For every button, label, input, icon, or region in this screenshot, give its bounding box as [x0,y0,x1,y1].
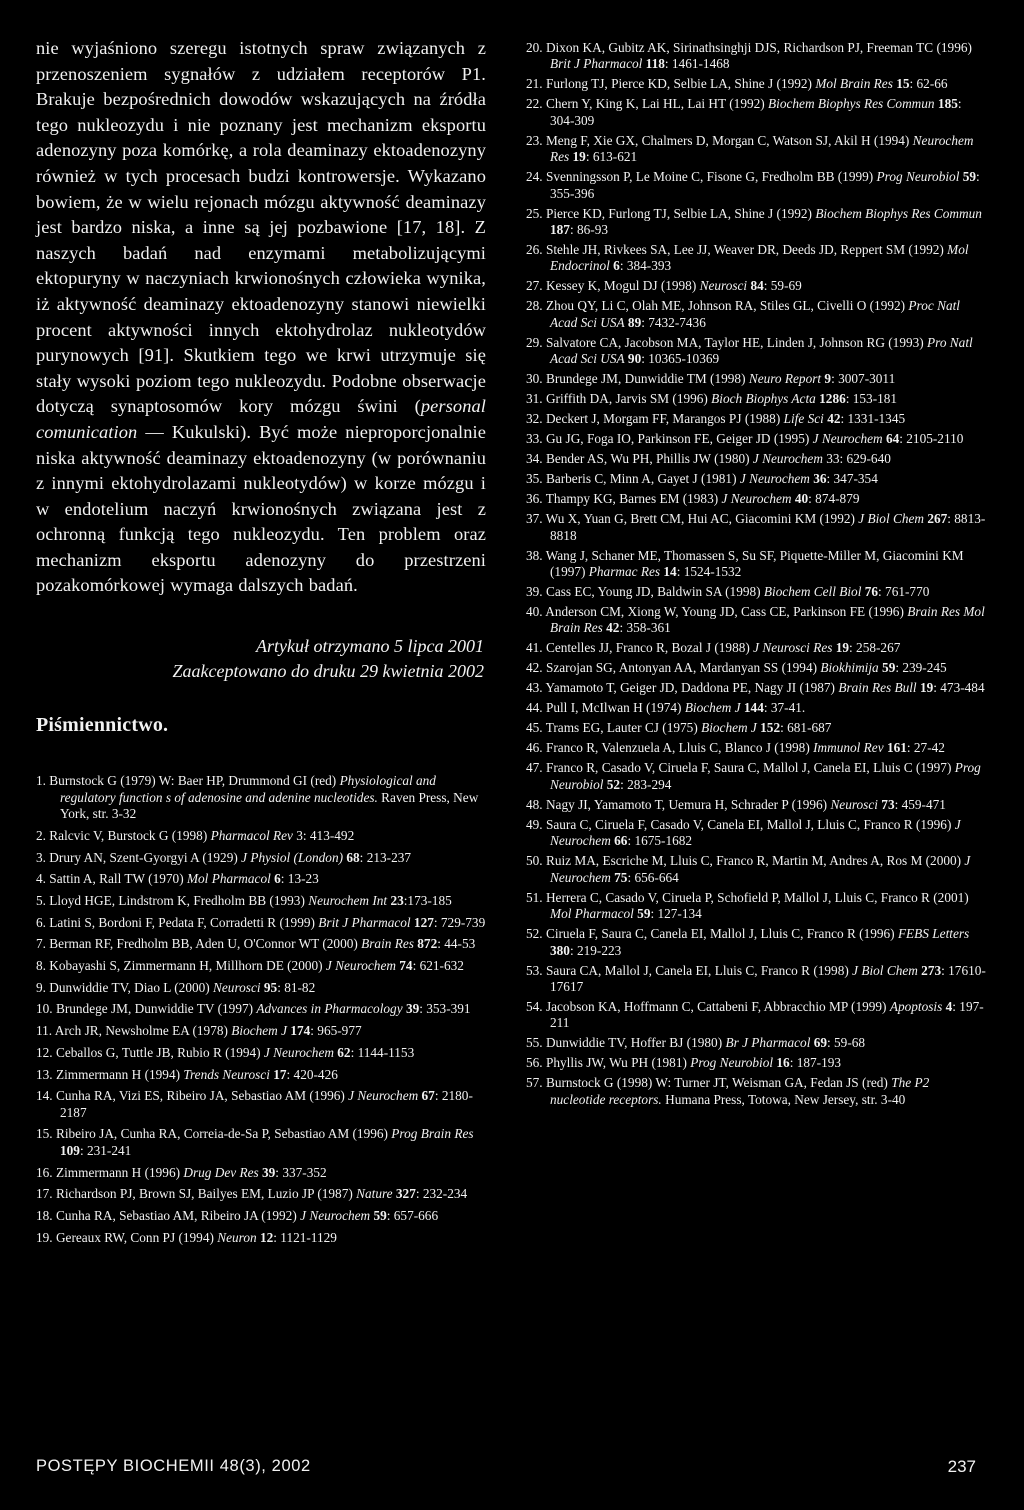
reference-item: 24. Svenningsson P, Le Moine C, Fisone G, Fredholm BB (1999) Prog Neurobiol 59: 355-396 [526,169,980,201]
reference-item: 28. Zhou QY, Li C, Olah ME, Johnson RA, Stiles GL, Civelli O (1992) Proc Natl Acad Sci USA 89: 7432-7436 [526,298,961,330]
reference-item: 1. Burnstock G (1979) W: Baer HP, Drummond GI (red) Physiological and regulatory function s of adenosine and adenine nucleotides. Raven Press, New York, str. 3-32 [36,773,479,822]
reference-item: 8. Kobayashi S, Zimmermann H, Millhorn DE (2000) J Neurochem 74: 621-632 [36,958,464,974]
reference-item: 23. Meng F, Xie GX, Chalmers D, Morgan C, Watson SJ, Akil H (1994) Neurochem Res 19: 613-621 [526,132,974,165]
references-heading: Piśmiennictwo. [36,714,169,737]
reference-item: 36. Thampy KG, Barnes EM (1983) J Neurochem 40: 874-879 [526,491,860,507]
reference-item: 27. Kessey K, Mogul DJ (1998) Neurosci 84: 59-69 [526,278,802,294]
reference-item: 21. Furlong TJ, Pierce KD, Selbie LA, Shine J (1992) Mol Brain Res 15: 62-66 [526,76,948,92]
reference-item: 6. Latini S, Bordoni F, Pedata F, Corradetti R (1999) Brit J Pharmacol 127: 729-739 [36,914,486,930]
reference-item: 35. Barberis C, Minn A, Gayet J (1981) J Neurochem 36: 347-354 [526,471,878,487]
reference-item: 34. Bender AS, Wu PH, Phillis JW (1980) J Neurochem 33: 629-640 [526,451,891,467]
reference-item: 9. Dunwiddie TV, Diao L (2000) Neurosci 95: 81-82 [36,979,316,995]
reference-item: 2. Ralcvic V, Burstock G (1998) Pharmacol Rev 3: 413-492 [36,827,355,843]
reference-item: 55. Dunwiddie TV, Hoffer BJ (1980) Br J Pharmacol 69: 59-68 [526,1035,866,1051]
right-column [526,40,986,1112]
article-dates [36,634,486,684]
body-paragraph: nie wyjaśniono szeregu istotnych spraw związanych z przenoszeniem sygnałów z udziałem receptorów P1. Brakuje bezpośrednich dowodów wskazujących na źródła tego nukleozydu i nie poznany jest mechanizm eksportu adenozyny poza komórkę, a rola deaminazy ektoadenozyny również w tych procesach budzi kontrowersje. Wykazano bowiem, że w wielu rejonach mózgu aktywność deaminazy jest bardzo niska, a inne są jej pozbawione [17, 18]. Z naszych badań nad enzymami metabolizującymi ektopuryny w naczyniach krwionośnych człowieka wynika, iż aktywność deaminazy ektoadenozyny stanowi niewielki procent aktywności innych ektohydrolaz nukleotydów purynowych [91]. Skutkiem tego we krwi utrzymuje się stały wysoki poziom tego nukleozydu. Podobne obserwacje dotyczą synaptosomów kory mózgu świni (personal comunication — Kukulski). Być może nieproporcjonalnie niska aktywność deaminazy ektoadenozyny (w porównaniu z innymi ektohydrolazami nukleotydów) w korze mózgu i w endotelium naczyń krwionośnych związana jest z ochronną funkcją tego nukleozydu. Ten problem oraz mechanizm eksportu adenozyny do przestrzeni pozakomórkowej wymaga dalszych badań. [36,38,486,596]
reference-item: 51. Herrera C, Casado V, Ciruela P, Schofield P, Mallol J, Lluis C, Franco R (2001) Mol Pharmacol 59: 127-134 [526,889,969,922]
reference-item: 40. Anderson CM, Xiong W, Young JD, Cass CE, Parkinson FE (1996) Brain Res Mol Brain Res 42: 358-361 [526,604,985,636]
reference-item: 54. Jacobson KA, Hoffmann C, Cattabeni F, Abbracchio MP (1999) Apoptosis 4: 197-211 [526,998,984,1031]
reference-item: 5. Lloyd HGE, Lindstrom K, Fredholm BB (1993) Neurochem Int 23:173-185 [36,893,452,908]
reference-item: 22. Chern Y, King K, Lai HL, Lai HT (1992) Biochem Biophys Res Commun 185: 304-309 [526,96,962,128]
page-number: 237 [947,1457,976,1476]
reference-item: 39. Cass EC, Young JD, Baldwin SA (1998) Biochem Cell Biol 76: 761-770 [526,584,930,600]
reference-item: 3. Drury AN, Szent-Gyorgyi A (1929) J Physiol (London) 68: 213-237 [36,849,412,865]
reference-item: 46. Franco R, Valenzuela A, Lluis C, Blanco J (1998) Immunol Rev 161: 27-42 [526,740,945,756]
reference-item: 26. Stehle JH, Rivkees SA, Lee JJ, Weaver DR, Deeds JD, Reppert SM (1992) Mol Endocrinol 6: 384-393 [526,242,969,274]
reference-item: 11. Arch JR, Newsholme EA (1978) Biochem J 174: 965-977 [36,1023,362,1039]
reference-item: 17. Richardson PJ, Brown SJ, Bailyes EM, Luzio JP (1987) Nature 327: 232-234 [36,1186,468,1202]
reference-item: 30. Brundege JM, Dunwiddie TM (1998) Neuro Report 9: 3007-3011 [526,371,896,387]
reference-item: 41. Centelles JJ, Franco R, Bozal J (1988) J Neurosci Res 19: 258-267 [526,640,901,656]
reference-item: 53. Saura CA, Mallol J, Canela EI, Lluis C, Franco R (1998) J Biol Chem 273: 17610-17617 [526,962,986,994]
reference-item: 57. Burnstock G (1998) W: Turner JT, Weisman GA, Fedan JS (red) The P2 nucleotide receptors. Humana Press, Totowa, New Jersey, str. 3-40 [526,1075,930,1107]
reference-item: 7. Berman RF, Fredholm BB, Aden U, O'Connor WT (2000) Brain Res 872: 44-53 [36,936,476,952]
reference-item: 25. Pierce KD, Furlong TJ, Selbie LA, Shine J (1992) Biochem Biophys Res Commun 187: 86-93 [526,205,982,238]
received-date: Artykuł otrzymano 5 lipca 2001 [256,636,484,657]
reference-item: 37. Wu X, Yuan G, Brett CM, Hui AC, Giacomini KM (1992) J Biol Chem 267: 8813-8818 [526,511,986,543]
reference-item: 29. Salvatore CA, Jacobson MA, Taylor HE, Linden J, Johnson RG (1993) Pro Natl Acad Sci USA 90: 10365-10369 [526,334,973,367]
reference-item: 16. Zimmermann H (1996) Drug Dev Res 39: 337-352 [36,1164,327,1180]
reference-item: 45. Trams EG, Lauter CJ (1975) Biochem J 152: 681-687 [526,720,832,736]
accepted-date: Zaakceptowano do druku 29 kwietnia 2002 [172,661,484,682]
reference-item: 33. Gu JG, Foga IO, Parkinson FE, Geiger JD (1995) J Neurochem 64: 2105-2110 [526,431,964,447]
left-column [36,36,486,1252]
reference-item: 48. Nagy JI, Yamamoto T, Uemura H, Schrader P (1996) Neurosci 73: 459-471 [526,796,946,812]
journal-footer: POSTĘPY BIOCHEMII 48(3), 2002 [36,1457,311,1475]
reference-item: 42. Szarojan SG, Antonyan AA, Mardanyan SS (1994) Biokhimija 59: 239-245 [526,660,947,676]
reference-item: 14. Cunha RA, Vizi ES, Ribeiro JA, Sebastiao AM (1996) J Neurochem 67: 2180-2187 [36,1088,473,1120]
reference-item: 18. Cunha RA, Sebastiao AM, Ribeiro JA (1992) J Neurochem 59: 657-666 [36,1208,439,1224]
reference-item: 32. Deckert J, Morgam FF, Marangos PJ (1988) Life Sci 42: 1331-1345 [526,411,906,427]
reference-item: 52. Ciruela F, Saura C, Canela EI, Mallol J, Lluis C, Franco R (1996) FEBS Letters 380: 219-223 [526,926,970,958]
reference-item: 12. Ceballos G, Tuttle JB, Rubio R (1994) J Neurochem 62: 1144-1153 [36,1044,415,1060]
reference-item: 38. Wang J, Schaner ME, Thomassen S, Su SF, Piquette-Miller M, Giacomini KM (1997) Pharmac Res 14: 1524-1532 [526,547,964,580]
reference-item: 44. Pull I, McIlwan H (1974) Biochem J 144: 37-41. [526,700,806,716]
reference-item: 10. Brundege JM, Dunwiddie TV (1997) Advances in Pharmacology 39: 353-391 [36,1001,471,1017]
reference-list-right [526,40,986,1108]
reference-item: 4. Sattin A, Rall TW (1970) Mol Pharmacol 6: 13-23 [36,871,319,887]
reference-item: 15. Ribeiro JA, Cunha RA, Correia-de-Sa P, Sebastiao AM (1996) Prog Brain Res 109: 231-241 [36,1126,474,1159]
reference-item: 31. Griffith DA, Jarvis SM (1996) Bioch Biophys Acta 1286: 153-181 [526,391,898,407]
reference-item: 20. Dixon KA, Gubitz AK, Sirinathsinghji DJS, Richardson PJ, Freeman TC (1996) Brit J Pharmacol 118: 1461-1468 [526,40,972,72]
reference-list-left [36,773,486,1246]
reference-item: 43. Yamamoto T, Geiger JD, Daddona PE, Nagy JI (1987) Brain Res Bull 19: 473-484 [526,680,985,696]
reference-item: 56. Phyllis JW, Wu PH (1981) Prog Neurobiol 16: 187-193 [526,1055,842,1071]
reference-item: 49. Saura C, Ciruela F, Casado V, Canela EI, Mallol J, Lluis C, Franco R (1996) J Neurochem 66: 1675-1682 [526,816,961,849]
reference-item: 13. Zimmermann H (1994) Trends Neurosci 17: 420-426 [36,1066,338,1082]
reference-item: 47. Franco R, Casado V, Ciruela F, Saura C, Mallol J, Canela EI, Lluis C (1997) Prog Neurobiol 52: 283-294 [526,760,981,792]
reference-item: 50. Ruiz MA, Escriche M, Lluis C, Franco R, Martin M, Andres A, Ros M (2000) J Neurochem 75: 656-664 [526,853,971,885]
reference-item: 19. Gereaux RW, Conn PJ (1994) Neuron 12: 1121-1129 [36,1229,337,1245]
